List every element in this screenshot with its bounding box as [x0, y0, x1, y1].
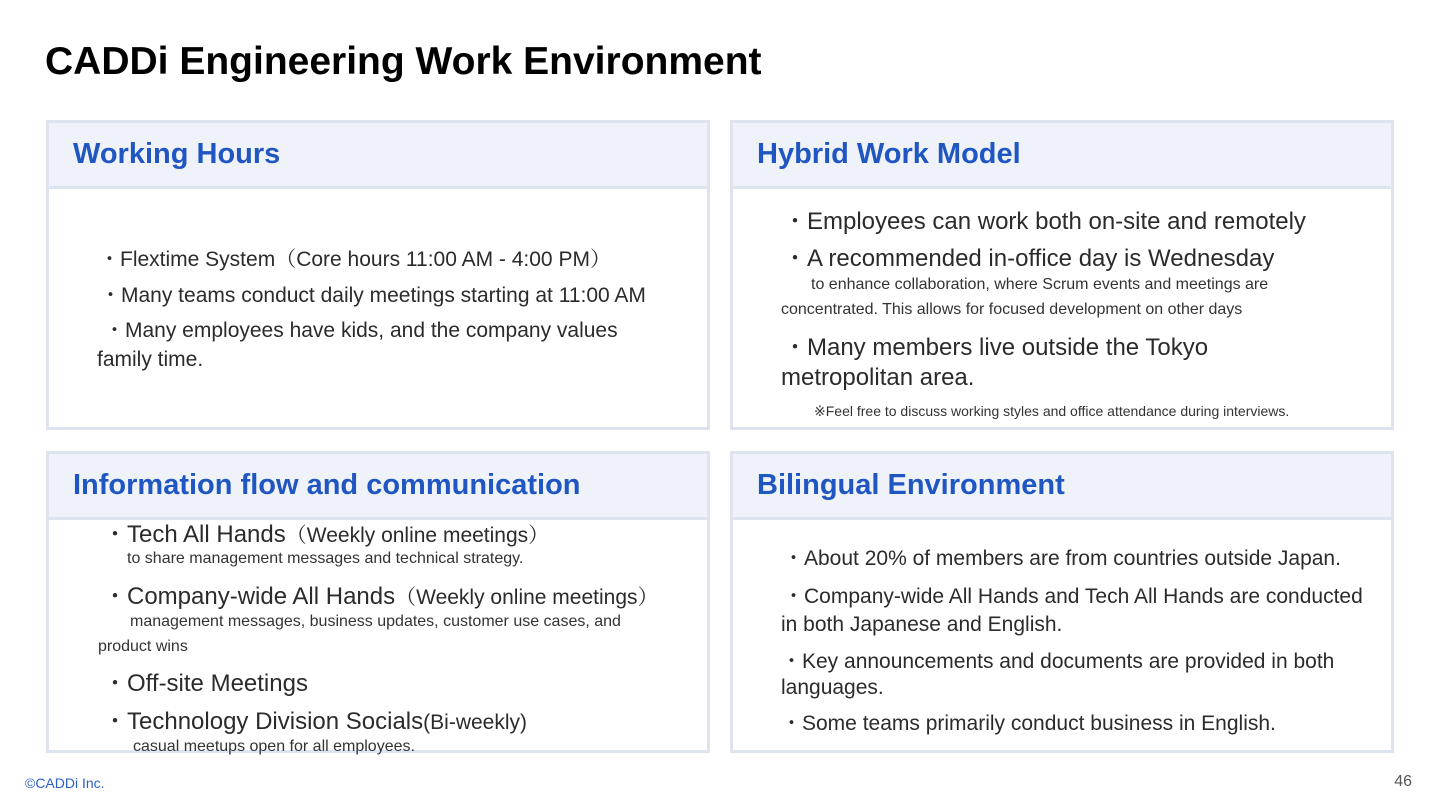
info-flow-heading: Information flow and communication: [73, 469, 581, 501]
bilingual-card: [730, 451, 1394, 753]
announcements-line-1: ・Key announcements and documents are provided in both: [781, 650, 1335, 673]
collaboration-line-2: concentrated. This allows for focused development on other days: [781, 301, 1243, 318]
interview-note: ※Feel free to discuss working styles and office attendance during interviews.: [814, 403, 1290, 419]
wednesday-line: ・A recommended in-office day is Wednesday: [783, 245, 1275, 272]
flextime-line: ・Flextime System（Core hours 11:00 AM - 4:00 PM）: [99, 248, 611, 271]
family-line-1: ・Many employees have kids, and the company values: [104, 319, 618, 342]
company-all-hands-desc-1: management messages, business updates, customer use cases, and: [130, 613, 621, 630]
bilingual-header: [733, 454, 1391, 520]
foreign-members-line: ・About 20% of members are from countries outside Japan.: [783, 547, 1341, 570]
working-hours-header: [49, 123, 707, 189]
announcements-line-2: languages.: [781, 676, 884, 699]
socials-line: [103, 701, 527, 736]
tech-all-hands-line: [103, 514, 549, 549]
company-all-hands-line: [103, 576, 659, 611]
daily-meetings-line: ・Many teams conduct daily meetings starting at 11:00 AM: [100, 284, 646, 307]
tech-all-hands-freq: （Weekly online meetings）: [285, 524, 550, 547]
company-all-hands-title: ・Company-wide All Hands: [103, 583, 396, 610]
company-all-hands-freq: （Weekly online meetings）: [395, 586, 659, 609]
english-teams-line: ・Some teams primarily conduct business in English.: [781, 712, 1276, 735]
company-all-hands-desc-2: product wins: [98, 638, 188, 655]
tokyo-line-1: ・Many members live outside the Tokyo: [783, 334, 1209, 361]
page-number: 46: [1394, 773, 1412, 790]
tokyo-line-2: metropolitan area.: [781, 364, 975, 391]
hybrid-work-heading: Hybrid Work Model: [757, 138, 1021, 170]
socials-freq: (Bi-weekly): [423, 711, 527, 734]
hybrid-work-card: [730, 120, 1394, 430]
hybrid-work-header: [733, 123, 1391, 189]
offsite-line: ・Off-site Meetings: [103, 670, 308, 697]
working-hours-card: [46, 120, 710, 430]
all-hands-bilingual-line-1: ・Company-wide All Hands and Tech All Hands are conducted: [783, 585, 1363, 608]
bilingual-heading: Bilingual Environment: [757, 469, 1065, 501]
tech-all-hands-desc: to share management messages and technical strategy.: [127, 550, 524, 567]
page-title: CADDi Engineering Work Environment: [45, 40, 762, 83]
info-flow-header: [49, 454, 707, 520]
working-hours-heading: Working Hours: [73, 138, 281, 170]
collaboration-line-1: to enhance collaboration, where Scrum events and meetings are: [811, 276, 1269, 293]
socials-desc: casual meetups open for all employees.: [133, 738, 415, 755]
tech-all-hands-title: ・Tech All Hands: [103, 521, 286, 548]
family-line-2: family time.: [97, 348, 204, 371]
onsite-remote-line: ・Employees can work both on-site and remotely: [783, 208, 1306, 235]
all-hands-bilingual-line-2: in both Japanese and English.: [781, 613, 1063, 636]
copyright: ©CADDi Inc.: [25, 775, 105, 791]
info-flow-card: [46, 451, 710, 753]
socials-title: ・Technology Division Socials: [103, 708, 424, 735]
